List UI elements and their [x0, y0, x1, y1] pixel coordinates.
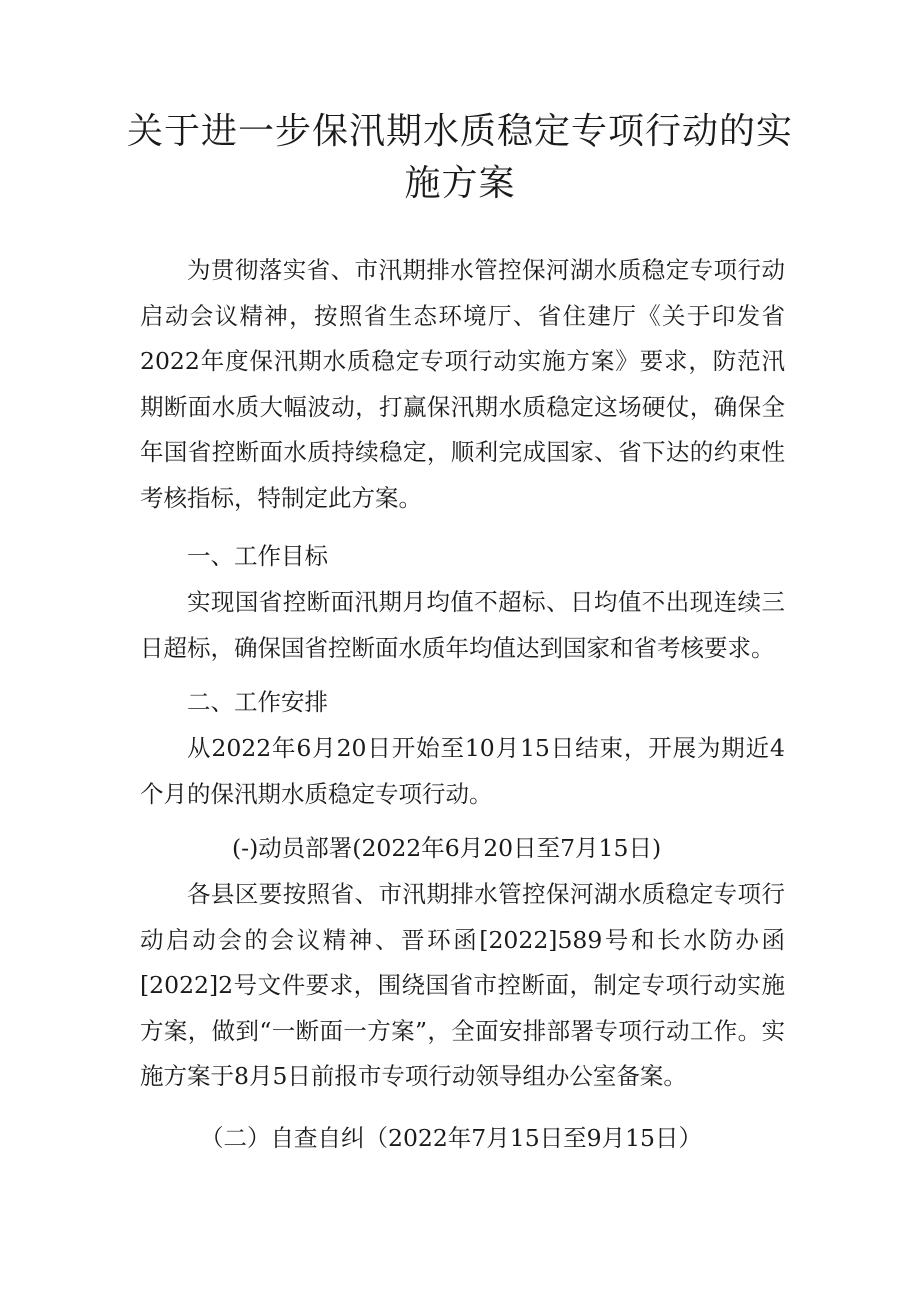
subheading-mobilization: (-)动员部署(2022年6月20日至7月15日) — [232, 834, 662, 862]
mobilization-paragraph: 各县区要按照省、市汛期排水管控保河湖水质稳定专项行动启动会的会议精神、晋环函[2022]589号和长水防办函[2022]2号文件要求，围绕国省市控断面，制定专项行动实施方案，做到“一断面一方案”，全面安排部署专项行动工作。实施方案于8月5日前报市专项行动领导组办公室备案。 — [140, 880, 785, 1090]
schedule-paragraph: 从2022年6月20日开始至10月15日结束，开展为期近4个月的保汛期水质稳定专项行动。 — [140, 734, 785, 808]
intro-paragraph: 为贯彻落实省、市汛期排水管控保河湖水质稳定专项行动启动会议精神，按照省生态环境厅、省住建厅《关于印发省2022年度保汛期水质稳定专项行动实施方案》要求，防范汛期断面水质大幅波动，打赢保汛期水质稳定这场硬仗，确保全年国省控断面水质持续稳定，顺利完成国家、省下达的约束性考核指标，特制定此方案。 — [140, 256, 785, 512]
subheading-self-inspection: （二）自查自纠（2022年7月15日至9月15日） — [200, 1124, 703, 1152]
goals-paragraph: 实现国省控断面汛期月均值不超标、日均值不出现连续三日超标，确保国省控断面水质年均值达到国家和省考核要求。 — [140, 588, 785, 662]
section-heading-arrangement: 二、工作安排 — [187, 688, 328, 716]
section-heading-goals: 一、工作目标 — [187, 542, 328, 570]
document-title: 关于进一步保汛期水质稳定专项行动的实施方案 — [126, 111, 793, 204]
